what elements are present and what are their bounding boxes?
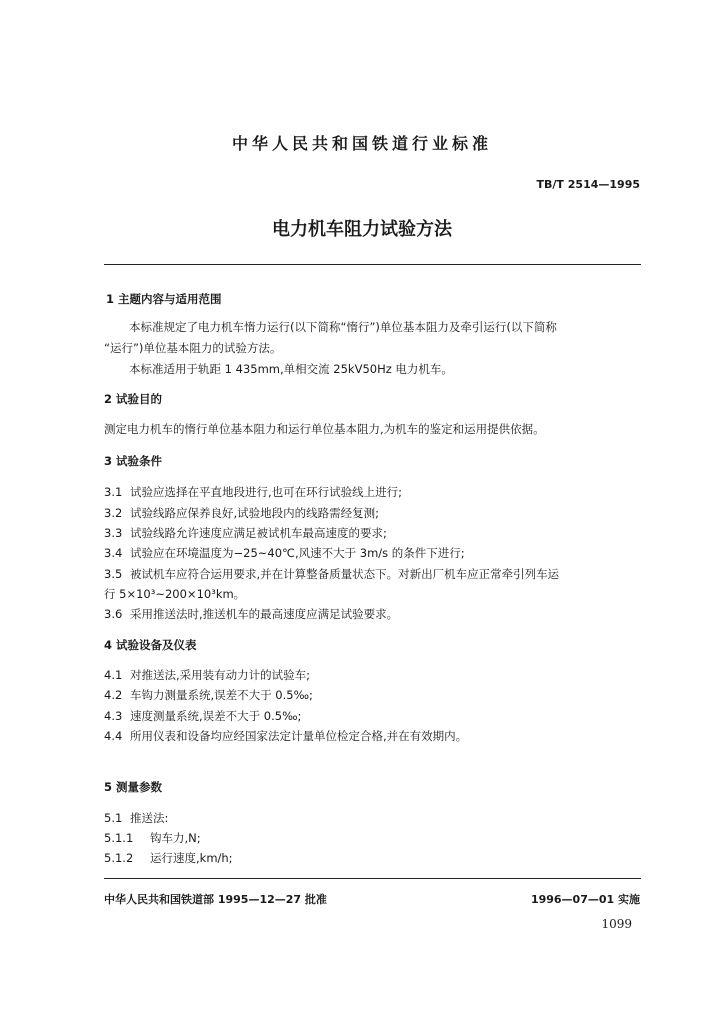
list-item-5-1-1 xyxy=(104,830,201,846)
item-number: 3.5 xyxy=(104,567,123,581)
issuing-org-title: 中华人民共和国铁道行业标准 xyxy=(231,134,492,153)
list-item-3-2 xyxy=(104,505,379,521)
item-number: 3.3 xyxy=(104,526,123,540)
footer-divider xyxy=(104,878,641,879)
list-item-3-3 xyxy=(104,525,387,541)
item-text: 对推送法,采用装有动力计的试验车; xyxy=(130,668,311,682)
item-number: 4.4 xyxy=(104,729,123,743)
item-number: 5.1.2 xyxy=(104,851,134,865)
item-number: 4.1 xyxy=(104,668,123,682)
item-text: 钩车力,N; xyxy=(150,831,201,845)
list-item-4-2 xyxy=(104,687,313,703)
section-1-para-1-line-2: “运行”)单位基本阻力的试验方法。 xyxy=(104,341,282,355)
item-text: 行 5×10³~200×10³km。 xyxy=(104,587,246,601)
section-5-heading: 5 测量参数 xyxy=(104,780,163,794)
item-text: 被试机车应符合运用要求,并在计算整备质量状态下。对新出厂机车应正常牵引列车运 xyxy=(130,567,560,581)
item-number: 4.3 xyxy=(104,709,123,723)
item-number: 4.2 xyxy=(104,688,123,702)
approval-line: 中华人民共和国铁道部 1995—12—27 批准 xyxy=(104,893,327,906)
item-number: 3.2 xyxy=(104,506,123,520)
list-item-4-3 xyxy=(104,708,301,724)
item-text: 试验应在环境温度为−25~40℃,风速不大于 3m/s 的条件下进行; xyxy=(130,546,465,560)
standard-code: TB/T 2514—1995 xyxy=(536,178,640,191)
item-number: 5.1 xyxy=(104,811,123,825)
section-2-heading: 2 试验目的 xyxy=(104,392,163,406)
item-text: 推送法: xyxy=(130,811,169,825)
list-item-3-6 xyxy=(104,606,398,622)
section-1-para-2: 本标准适用于轨距 1 435mm,单相交流 25kV50Hz 电力机车。 xyxy=(129,362,453,376)
section-3-heading: 3 试验条件 xyxy=(104,454,163,468)
item-text: 试验应选择在平直地段进行,也可在环行试验线上进行; xyxy=(130,485,403,499)
list-item-3-5-continued xyxy=(104,586,245,602)
item-text: 试验线路允许速度应满足被试机车最高速度的要求; xyxy=(130,526,387,540)
list-item-3-5 xyxy=(104,566,559,582)
item-text: 运行速度,km/h; xyxy=(150,851,233,865)
list-item-5-1-2 xyxy=(104,850,233,866)
list-item-4-1 xyxy=(104,667,310,683)
item-text: 速度测量系统,误差不大于 0.5‰; xyxy=(130,709,302,723)
item-text: 车钩力测量系统,误差不大于 0.5‰; xyxy=(130,688,313,702)
item-text: 试验线路应保养良好,试验地段内的线路需经复测; xyxy=(130,506,380,520)
section-1-heading: 1 主题内容与适用范围 xyxy=(106,292,222,306)
item-number: 3.6 xyxy=(104,607,123,621)
item-text: 采用推送法时,推送机车的最高速度应满足试验要求。 xyxy=(130,607,399,621)
section-4-heading: 4 试验设备及仪表 xyxy=(104,638,197,652)
item-text: 所用仪表和设备均应经国家法定计量单位检定合格,并在有效期内。 xyxy=(130,729,468,743)
document-title: 电力机车阻力试验方法 xyxy=(272,219,452,240)
effective-date: 1996—07—01 实施 xyxy=(530,893,640,906)
header-divider xyxy=(104,264,641,265)
section-2-para: 测定电力机车的惰行单位基本阻力和运行单位基本阻力,为机车的鉴定和运用提供依据。 xyxy=(104,422,545,436)
list-item-3-4 xyxy=(104,545,465,561)
section-1-para-1-line-1: 本标准规定了电力机车惰力运行(以下简称“惰行”)单位基本阻力及牵引运行(以下简称 xyxy=(129,320,557,334)
list-item-5-1 xyxy=(104,810,168,826)
list-item-4-4 xyxy=(104,728,467,744)
list-item-3-1 xyxy=(104,484,402,500)
page-number: 1099 xyxy=(601,917,632,931)
item-number: 3.1 xyxy=(104,485,123,499)
item-number: 3.4 xyxy=(104,546,123,560)
item-number: 5.1.1 xyxy=(104,831,134,845)
